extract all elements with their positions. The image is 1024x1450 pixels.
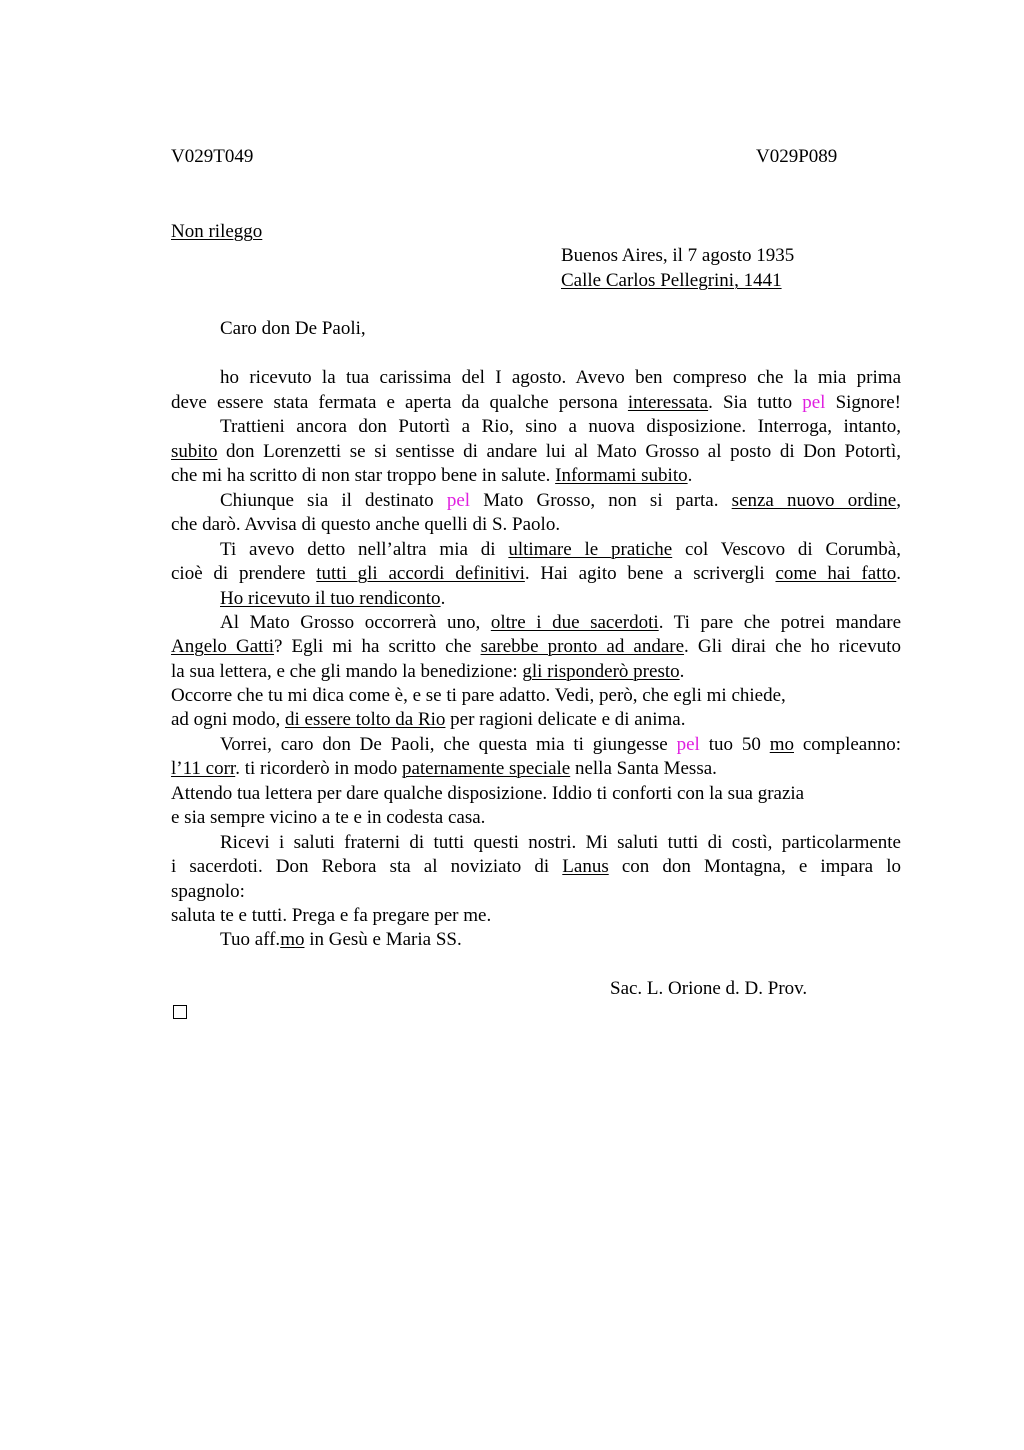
text-segment: Occorre che tu mi dica come è, e se ti pare adatto. Vedi, però, che egli mi chiede,	[171, 685, 786, 706]
letter-line	[220, 366, 901, 390]
letter-line	[171, 635, 901, 659]
letter-line	[171, 782, 901, 806]
text-segment: . ti ricorderò in modo	[235, 758, 402, 779]
letter-line	[220, 928, 901, 952]
text-segment: Signore!	[825, 392, 901, 413]
letter-line	[220, 587, 901, 611]
underlined-text: oltre i due sacerdoti	[490, 612, 659, 633]
underlined-text: tutti gli accordi definitivi	[316, 563, 525, 584]
letter-line	[171, 391, 901, 415]
text-segment: ad ogni modo,	[171, 709, 285, 730]
text-segment: col Vescovo di Corumbà,	[672, 539, 901, 560]
text-segment: saluta te e tutti. Prega e fa pregare per me.	[171, 905, 492, 926]
letter-line	[220, 489, 901, 513]
letter-line	[171, 562, 901, 586]
text-segment: Attendo tua lettera per dare qualche disposizione. Iddio ti conforti con la sua grazia	[171, 783, 805, 804]
letter-line	[171, 806, 901, 830]
note-non-rileggo: Non rileggo	[171, 221, 263, 242]
text-segment: deve essere stata fermata e aperta da qualche persona	[171, 392, 628, 413]
letter-line	[220, 415, 901, 439]
text-segment: Trattieni ancora don Putortì a Rio, sino a nuova disposizione. Interroga, intanto,	[220, 416, 901, 437]
text-segment: . Hai agito bene a scrivergli	[524, 563, 776, 584]
text-segment: Ti avevo detto nell’altra mia di	[220, 539, 509, 560]
underlined-text: paternamente speciale	[401, 758, 571, 779]
text-segment: . Sia tutto	[708, 392, 803, 413]
underlined-text: l’11 corr	[171, 758, 236, 779]
underlined-text: mo	[769, 734, 794, 755]
letter-line	[171, 757, 901, 781]
underlined-text: ultimare le pratiche	[508, 539, 673, 560]
place-date: Buenos Aires, il 7 agosto 1935	[561, 245, 795, 266]
letter-line	[220, 733, 901, 757]
letter-line	[171, 464, 901, 488]
text-segment: tuo 50	[699, 734, 770, 755]
letter-line	[171, 684, 901, 708]
highlighted-word: pel	[802, 392, 826, 413]
letter-line	[171, 660, 901, 684]
text-segment: ho ricevuto la tua carissima del I agosto. Avevo ben compreso che la mia prima	[220, 367, 901, 388]
text-segment: per ragioni delicate e di anima.	[445, 709, 686, 730]
checkbox-square	[173, 1005, 187, 1019]
salutation: Caro don De Paoli,	[220, 318, 366, 339]
text-segment: .	[440, 588, 446, 609]
text-segment: i sacerdoti. Don Rebora sta al noviziato di	[171, 856, 563, 877]
text-segment: cioè di prendere	[171, 563, 317, 584]
underlined-text: di essere tolto da Rio	[285, 709, 446, 730]
letter-line	[220, 611, 901, 635]
underlined-text: Informami subito	[555, 465, 688, 486]
letter-line	[220, 831, 901, 855]
text-segment: Al Mato Grosso occorrerà uno,	[220, 612, 491, 633]
text-segment: ? Egli mi ha scritto che	[274, 636, 481, 657]
left-code: V029T049	[171, 146, 254, 167]
underlined-text: interessata	[627, 392, 709, 413]
signature: Sac. L. Orione d. D. Prov.	[610, 978, 808, 999]
right-code: V029P089	[756, 146, 838, 167]
text-segment: spagnolo:	[171, 881, 245, 902]
text-segment: don Lorenzetti se si sentisse di andare lui al Mato Grosso al posto di Don Potortì,	[217, 441, 901, 462]
underlined-text: sarebbe pronto ad andare	[480, 636, 685, 657]
text-segment: . Gli dirai che ho ricevuto	[684, 636, 901, 657]
underlined-text: gli risponderò presto	[522, 661, 680, 682]
letter-line	[171, 855, 901, 879]
underlined-text: mo	[280, 929, 305, 950]
text-segment: .	[679, 661, 685, 682]
text-segment: ,	[896, 490, 901, 511]
underlined-text: senza nuovo ordine	[731, 490, 897, 511]
text-segment: .	[687, 465, 693, 486]
text-segment: . Ti pare che potrei mandare	[658, 612, 902, 633]
text-segment: che mi ha scritto di non star troppo bene in salute.	[171, 465, 556, 486]
text-segment: con don Montagna, e impara lo	[608, 856, 901, 877]
text-segment: Chiunque sia il destinato	[220, 490, 447, 511]
text-segment: compleanno:	[794, 734, 902, 755]
text-segment: Vorrei, caro don De Paoli, che questa mia ti giungesse	[220, 734, 677, 755]
text-segment: .	[896, 563, 901, 584]
underlined-text: come hai fatto	[775, 563, 897, 584]
address: Calle Carlos Pellegrini, 1441	[561, 270, 782, 291]
letter-line	[171, 880, 901, 904]
text-segment: Ricevi i saluti fraterni di tutti questi nostri. Mi saluti tutti di costì, particolarmente	[220, 832, 901, 853]
text-segment: Mato Grosso, non si parta.	[470, 490, 732, 511]
letter-line	[171, 708, 901, 732]
letter-line	[171, 513, 901, 537]
letter-line	[220, 538, 901, 562]
letter-line	[171, 440, 901, 464]
text-segment: nella Santa Messa.	[570, 758, 717, 779]
underlined-text: Lanus	[562, 856, 609, 877]
underlined-text: subito	[171, 441, 218, 462]
highlighted-word: pel	[446, 490, 471, 511]
underlined-text: Ho ricevuto il tuo rendiconto	[220, 588, 441, 609]
text-segment: la sua lettera, e che gli mando la benedizione:	[171, 661, 523, 682]
text-segment: e sia sempre vicino a te e in codesta casa.	[171, 807, 486, 828]
highlighted-word: pel	[676, 734, 700, 755]
text-segment: Tuo aff.	[220, 929, 281, 950]
text-segment: che darò. Avvisa di questo anche quelli di S. Paolo.	[171, 514, 561, 535]
text-segment: in Gesù e Maria SS.	[304, 929, 462, 950]
underlined-text: Angelo Gatti	[171, 636, 275, 657]
letter-line	[171, 904, 901, 928]
